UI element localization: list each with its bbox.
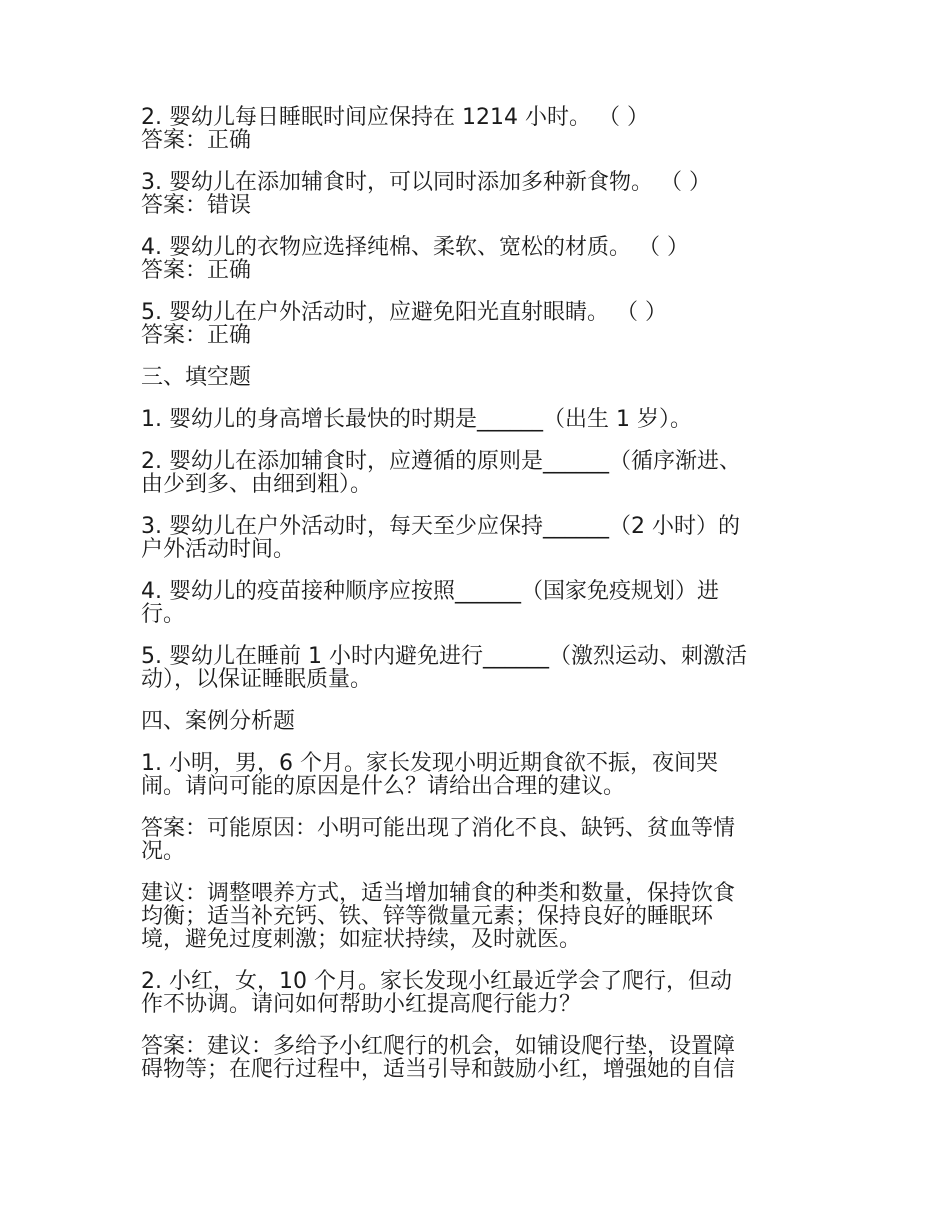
tf-question: 5. 婴幼儿在户外活动时，应避免阳光直射眼睛。 （ ） — [141, 300, 667, 325]
tf-item — [141, 236, 813, 282]
document-content — [141, 106, 813, 1100]
case2-question: 2. 小红，女，10 个月。家长发现小红最近学会了爬行，但动 作不协调。请问如何帮助小红提高爬行能力？ — [141, 969, 732, 1017]
fill-item: 1. 婴幼儿的身高增长最快的时期是______（出生 1 岁）。 — [141, 407, 692, 432]
case2-answer: 答案：建议：多给予小红爬行的机会，如铺设爬行垫，设置障 碍物等；在爬行过程中，适当引导和鼓励小红，增强她的自信 — [141, 1034, 736, 1082]
tf-question: 4. 婴幼儿的衣物应选择纯棉、柔软、宽松的材质。 （ ） — [141, 235, 689, 260]
tf-answer: 答案：错误 — [141, 193, 252, 218]
tf-item — [141, 171, 813, 217]
tf-question: 3. 婴幼儿在添加辅食时，可以同时添加多种新食物。 （ ） — [141, 170, 711, 195]
tf-item — [141, 301, 813, 347]
tf-answer: 答案：正确 — [141, 258, 252, 283]
fill-item: 2. 婴幼儿在添加辅食时，应遵循的原则是______（循序渐进、 由少到多、由细到粗）。 — [141, 449, 741, 497]
case1-advice: 建议：调整喂养方式，适当增加辅食的种类和数量，保持饮食 均衡；适当补充钙、铁、锌等微量元素；保持良好的睡眠环 境，避免过度刺激；如症状持续，及时就医。 — [141, 881, 736, 952]
fill-item: 4. 婴幼儿的疫苗接种顺序应按照______（国家免疫规划）进 行。 — [141, 579, 719, 627]
tf-question: 2. 婴幼儿每日睡眠时间应保持在 1214 小时。 （ ） — [141, 105, 649, 130]
case1-question: 1. 小明，男，6 个月。家长发现小明近期食欲不振，夜间哭 闹。请问可能的原因是什么？请给出合理的建议。 — [141, 751, 718, 799]
fill-item: 3. 婴幼儿在户外活动时，每天至少应保持______（2 小时）的 户外活动时间。 — [141, 514, 740, 562]
fill-item: 5. 婴幼儿在睡前 1 小时内避免进行______（激烈运动、刺激活 动），以保证睡眠质量。 — [141, 644, 747, 692]
tf-answer: 答案：正确 — [141, 323, 252, 348]
tf-answer: 答案：正确 — [141, 128, 252, 153]
section-heading-case-analysis: 四、案例分析题 — [141, 709, 296, 734]
section-heading-fill-in: 三、填空题 — [141, 365, 252, 390]
tf-item — [141, 106, 813, 152]
case1-answer: 答案：可能原因：小明可能出现了消化不良、缺钙、贫血等情 况。 — [141, 816, 736, 864]
